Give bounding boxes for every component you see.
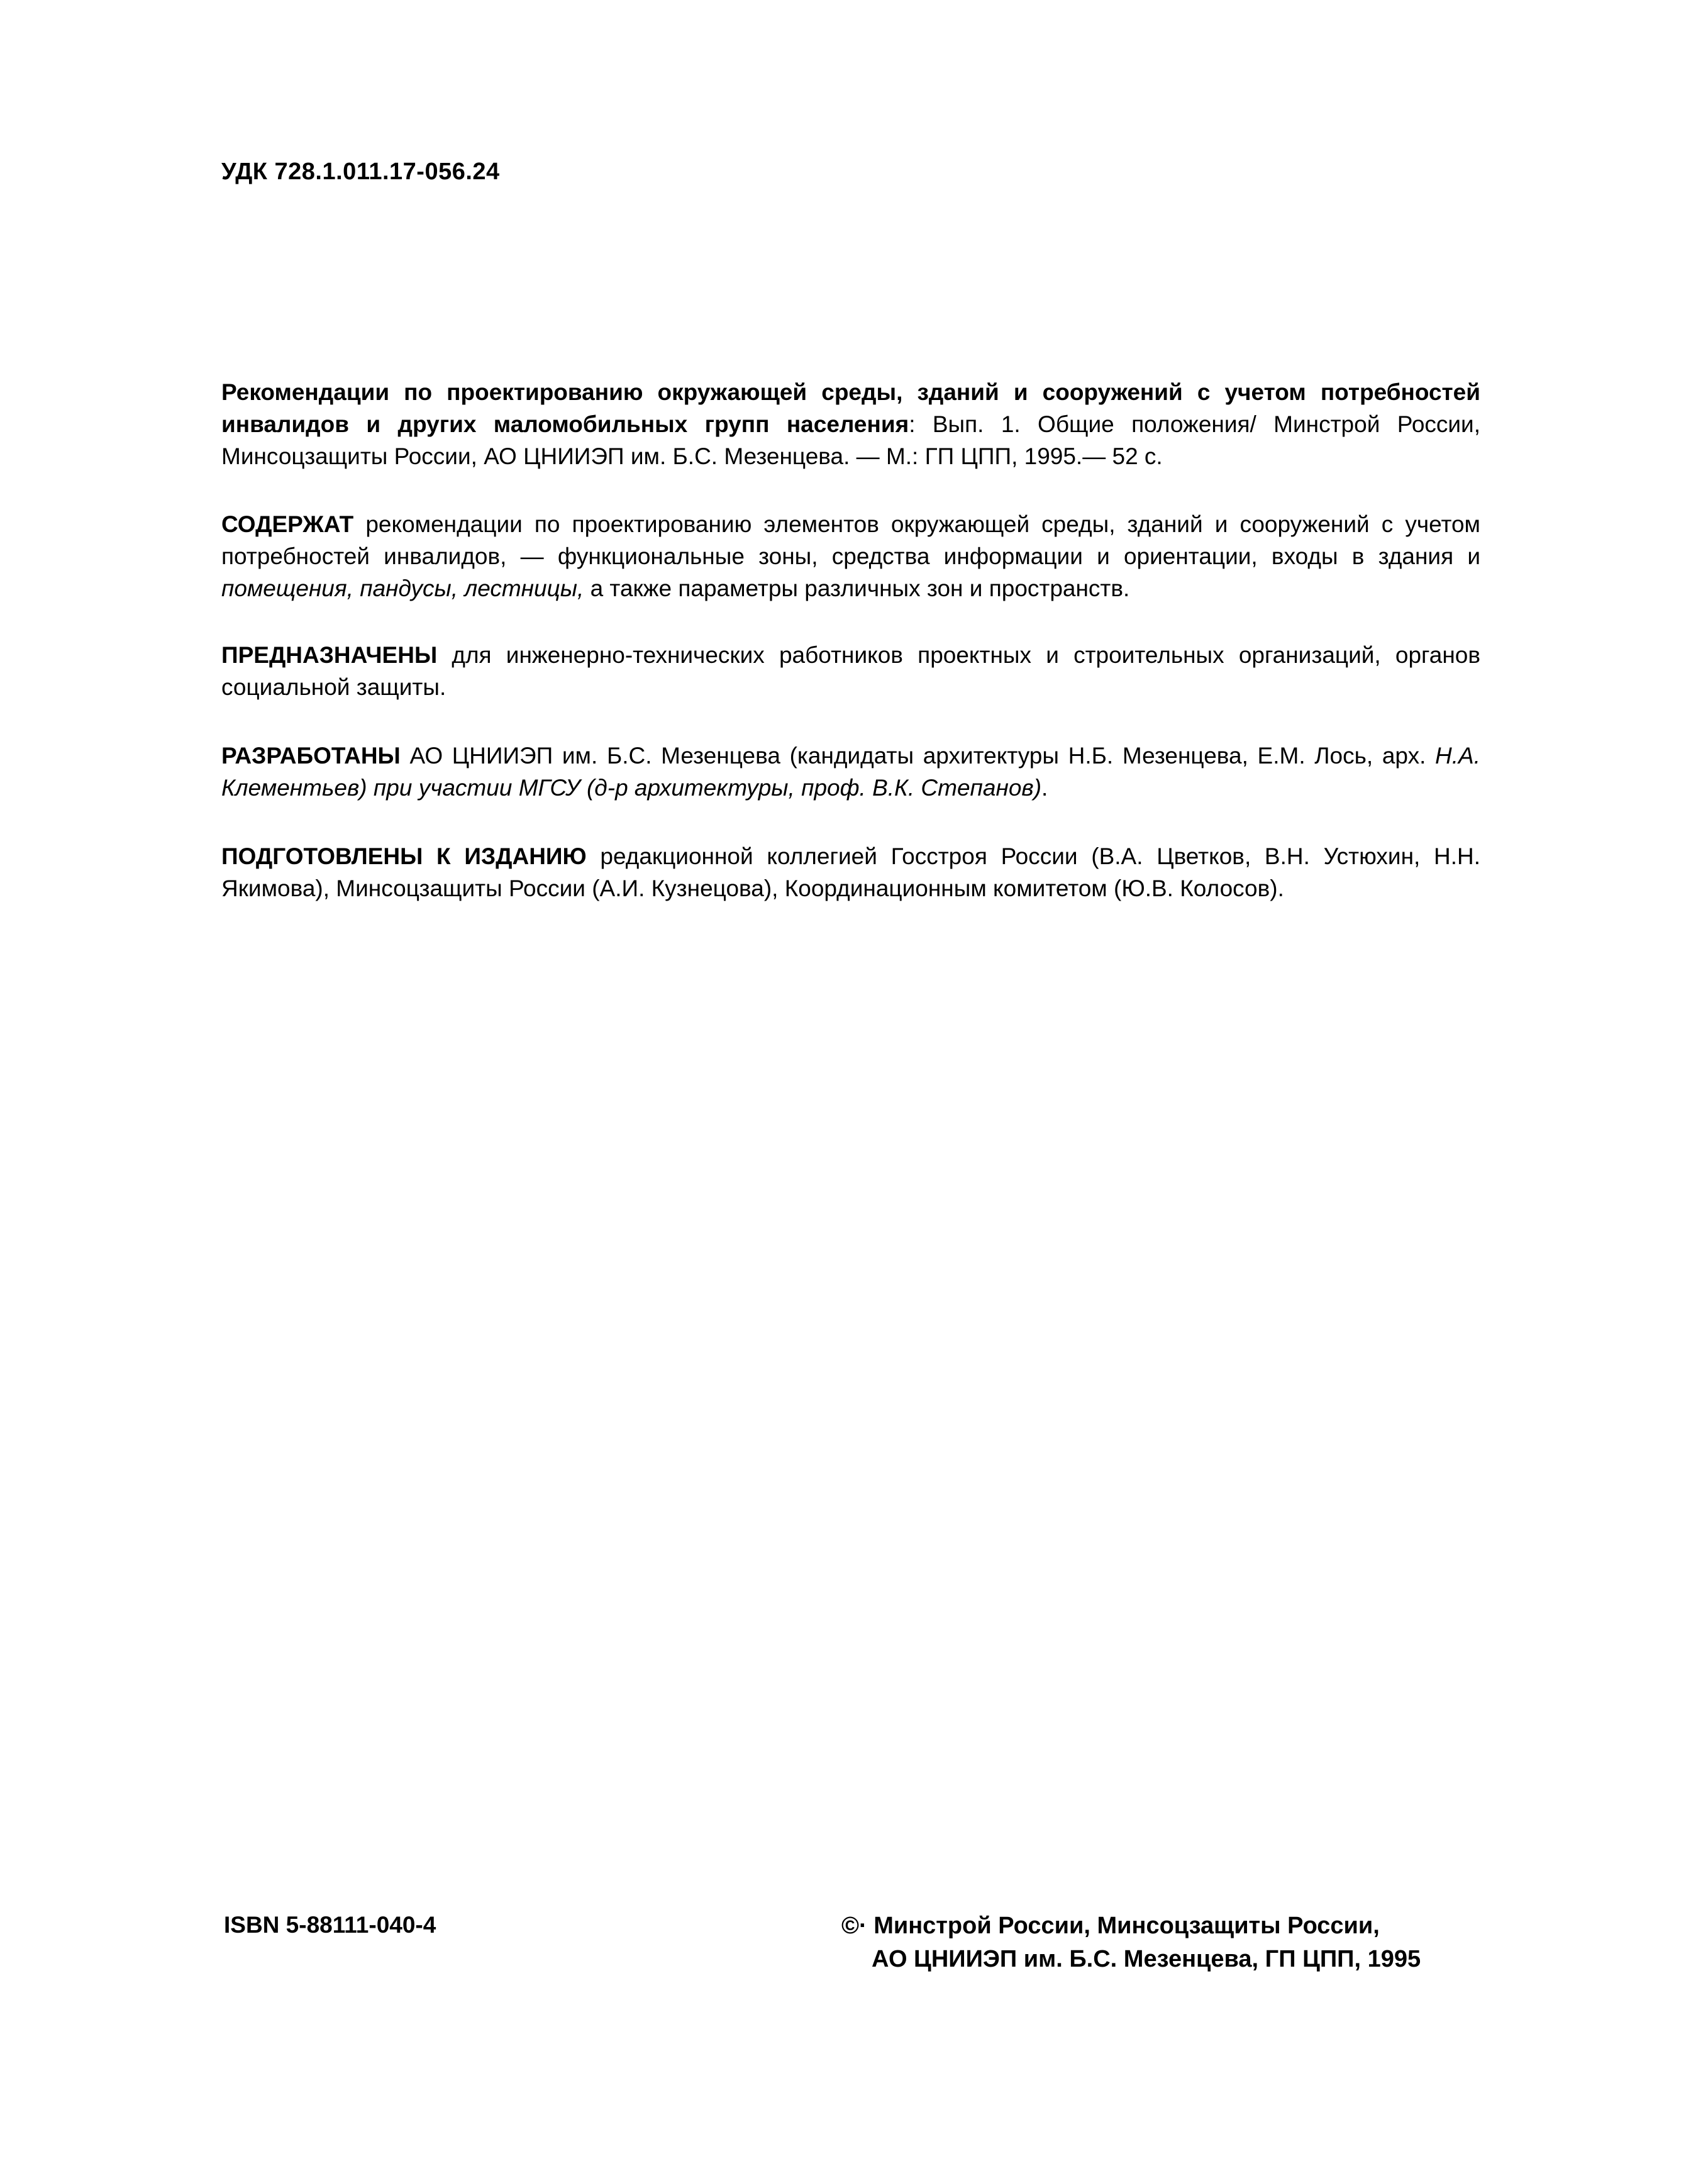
contents-text-b: а также параметры различных зон и пространств.	[584, 575, 1130, 601]
developed-text-italic: Н.А. Клементьев) при участии МГСУ (д-р архитектуры, проф. В.К. Степанов)	[221, 743, 1480, 801]
copyright-notice	[841, 1909, 1421, 1976]
contents-lead: СОДЕРЖАТ	[221, 511, 354, 537]
intended-text: для инженерно-технических работников проектных и строительных организаций, органов социальной защиты.	[221, 642, 1480, 700]
copyright-line-2: АО ЦНИИЭП им. Б.С. Мезенцева, ГП ЦПП, 1995	[872, 1946, 1421, 1972]
bibliographic-details: : Вып. 1. Общие положения/ Минстрой России, Минсоцзащиты России, АО ЦНИИЭП им. Б.С. Мезенцева. — М.: ГП ЦПП, 1995.— 52 с.	[221, 411, 1481, 469]
developed-paragraph	[221, 740, 1480, 804]
contents-paragraph	[221, 508, 1480, 604]
developed-text-b: .	[1041, 775, 1048, 801]
udk-code: УДК 728.1.011.17-056.24	[221, 158, 500, 185]
prepared-lead: ПОДГОТОВЛЕНЫ К ИЗДАНИЮ	[221, 843, 587, 869]
prepared-paragraph	[221, 840, 1480, 904]
prepared-text: редакционной коллегией Госстроя России (В.А. Цветков, В.Н. Устюхин, Н.Н. Якимова), Минсоцзащиты России (А.И. Кузнецова), Координационным комитетом (Ю.В. Колосов).	[221, 843, 1480, 901]
copyright-line-1: ©· Минстрой России, Минсоцзащиты России,	[841, 1913, 1380, 1939]
intended-lead: ПРЕДНАЗНАЧЕНЫ	[221, 642, 438, 668]
intended-paragraph	[221, 639, 1480, 703]
developed-text-a: АО ЦНИИЭП им. Б.С. Мезенцева (кандидаты архитектуры Н.Б. Мезенцева, Е.М. Лось, арх.	[400, 743, 1436, 769]
contents-text-a: рекомендации по проектированию элементов окружающей среды, зданий и сооружений с учетом потребностей инвалидов, — функциональные зоны, средства информации и ориентации, входы в здания и	[221, 511, 1480, 569]
isbn-number: ISBN 5-88111-040-4	[224, 1912, 436, 1938]
developed-lead: РАЗРАБОТАНЫ	[221, 743, 401, 769]
book-title: Рекомендации по проектированию окружающей среды, зданий и сооружений с учетом потребностей инвалидов и других маломобильных групп населения	[221, 379, 1480, 437]
bibliographic-description	[221, 376, 1480, 472]
contents-text-italic: помещения, пандусы, лестницы,	[221, 575, 584, 601]
